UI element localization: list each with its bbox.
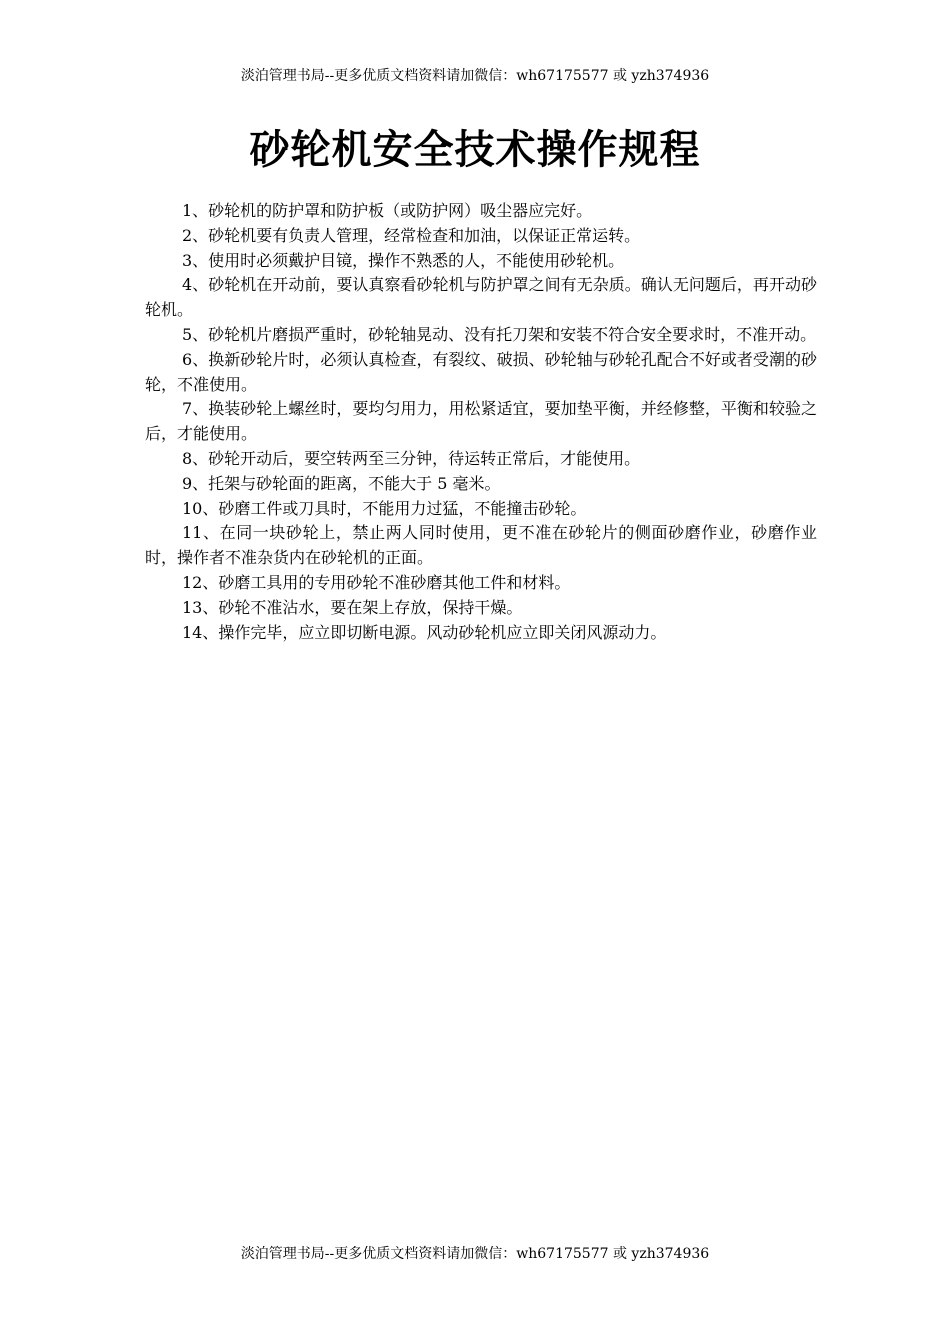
rule-item-14: 14、操作完毕，应立即切断电源。风动砂轮机应立即关闭风源动力。 [182,622,667,642]
rule-item-13: 13、砂轮不准沾水，要在架上存放，保持干燥。 [182,597,523,617]
rule-item-12: 12、砂磨工具用的专用砂轮不准砂磨其他工件和材料。 [182,572,571,592]
rule-item-2: 2、砂轮机要有负责人管理，经常检查和加油，以保证正常运转。 [182,225,641,245]
rule-item-3: 3、使用时必须戴护目镜，操作不熟悉的人，不能使用砂轮机。 [182,250,625,270]
rule-item-8: 8、砂轮开动后，要空转两至三分钟，待运转正常后，才能使用。 [182,448,641,468]
rule-item-9: 9、托架与砂轮面的距离，不能大于 5 毫米。 [182,473,501,493]
rule-item-7: 7、换装砂轮上螺丝时，要均匀用力，用松紧适宜，要加垫平衡，并经修整，平衡和较验之后，才能使用。 [145,399,817,444]
rule-item-5: 5、砂轮机片磨损严重时，砂轮轴晃动、没有托刀架和安装不符合安全要求时，不准开动。 [182,324,817,344]
document-title: 砂轮机安全技术操作规程 [249,127,701,173]
page-header: 淡泊管理书局--更多优质文档资料请加微信：wh67175577 或 yzh374936 [240,68,710,84]
rule-item-1: 1、砂轮机的防护罩和防护板（或防护网）吸尘器应完好。 [182,201,593,220]
rule-item-10: 10、砂磨工件或刀具时，不能用力过猛，不能撞击砂轮。 [182,498,587,518]
rules-list [145,199,817,645]
rule-item-4: 4、砂轮机在开动前，要认真察看砂轮机与防护罩之间有无杂质。确认无问题后，再开动砂轮机。 [145,275,817,320]
rule-item-11: 11、在同一块砂轮上，禁止两人同时使用，更不准在砂轮片的侧面砂磨作业，砂磨作业时，操作者不准杂货内在砂轮机的正面。 [145,523,817,568]
rule-item-6: 6、换新砂轮片时，必须认真检查，有裂纹、破损、砂轮轴与砂轮孔配合不好或者受潮的砂轮，不准使用。 [145,349,817,394]
page-footer: 淡泊管理书局--更多优质文档资料请加微信：wh67175577 或 yzh374936 [240,1246,710,1262]
